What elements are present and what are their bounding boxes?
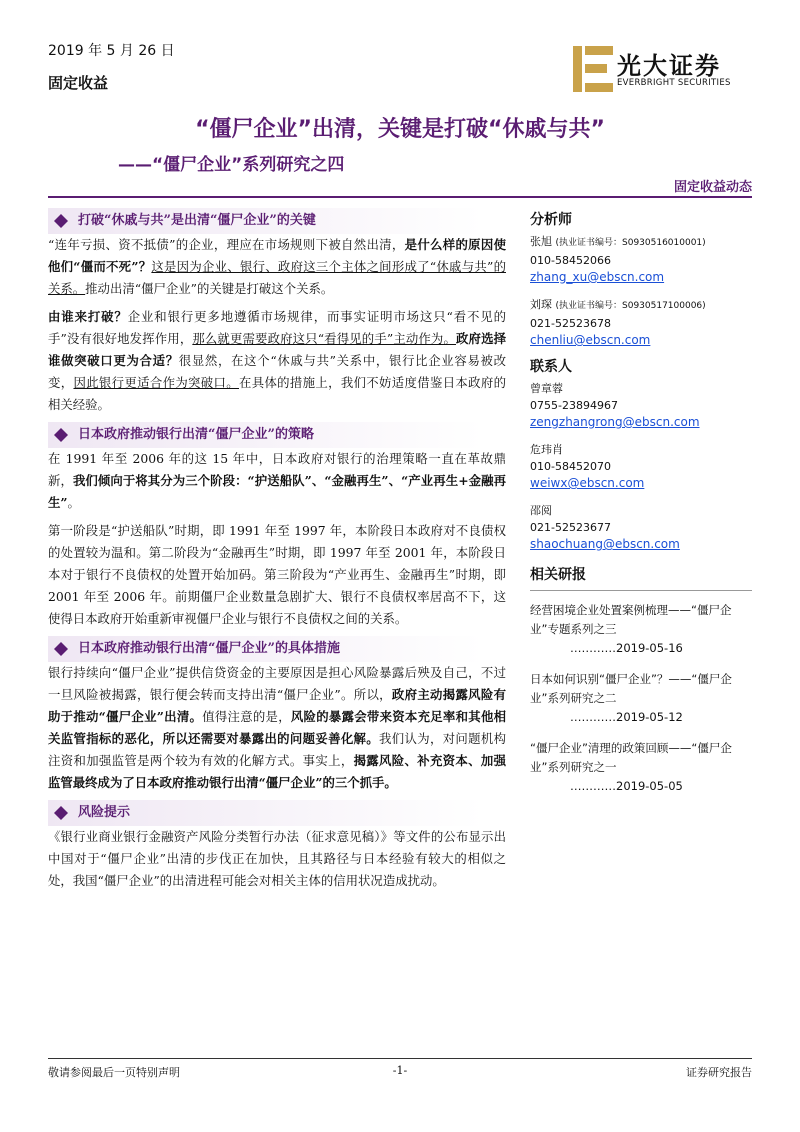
bold-text: 是什么样的原因使他们“僵而不死”？ xyxy=(48,237,507,274)
diamond-bullet-icon xyxy=(54,214,68,228)
bold-text: 风险的暴露会带来资本充足率和其他相关监管指标的恶化，所以还需要对暴露出的问题妥善化解。 xyxy=(48,709,507,746)
paragraph xyxy=(48,448,506,514)
text-run: 。 xyxy=(67,495,80,510)
logo-english-name: EVERBRIGHT SECURITIES xyxy=(617,78,731,88)
main-column xyxy=(48,206,506,898)
section-heading-text: 风险提示 xyxy=(78,805,131,820)
contacts-title: 联系人 xyxy=(530,359,572,375)
analyst-email-link[interactable]: chenliu@ebscn.com xyxy=(530,333,651,347)
contact-email-link[interactable]: shaochuang@ebscn.com xyxy=(530,537,680,551)
contact-card xyxy=(530,380,752,431)
research-item-title: 日本如何识别“僵尸企业”？——“僵尸企业”系列研究之二 xyxy=(530,672,732,705)
paragraph xyxy=(48,234,506,300)
bold-text: 政府选择谁做突破口更为合适？ xyxy=(48,331,506,368)
contact-phone: 021-52523677 xyxy=(530,521,611,534)
company-logo xyxy=(573,44,753,96)
bold-text: 揭露风险、补充资本、加强监管最终成为了日本政府推动银行出清“僵尸企业”的三个抓手。 xyxy=(48,753,507,790)
footer-report-label: 证券研究报告 xyxy=(686,1066,752,1079)
report-title: “僵尸企业”出清，关键是打破“休戚与共” xyxy=(195,117,605,142)
text-run: “连年亏损、资不抵债”的企业，理应在市场规则下被自然出清， xyxy=(48,237,405,252)
text-run: 在 1991 年至 2006 年的这 15 年中，日本政府对银行的治理策略一直在革故鼎新， xyxy=(48,451,506,488)
analysts-title: 分析师 xyxy=(530,212,572,228)
contact-email-link[interactable]: zengzhangrong@ebscn.com xyxy=(530,415,700,429)
section-heading xyxy=(48,422,506,448)
section-heading xyxy=(48,800,506,826)
research-item[interactable] xyxy=(530,601,752,658)
bold-text: 由谁来打破？ xyxy=(48,309,128,324)
section-heading-text: 打破“休戚与共”是出清“僵尸企业”的关键 xyxy=(78,213,316,228)
research-item[interactable] xyxy=(530,739,752,796)
text-run: 推动出清“僵尸企业”的关键是打破这个关系。 xyxy=(85,281,334,296)
research-item-date: …………2019-05-12 xyxy=(570,710,683,724)
paragraph: 《银行业商业银行金融资产风险分类暂行办法（征求意见稿）》等文件的公布显示出中国对于“僵尸企业”出清的步伐正在加快，且其路径与日本经验有较大的相似之处，我国“僵尸企业”的出清进程可能会对相关主体的信用状况造成扰动。 xyxy=(48,829,506,888)
text-run: 企业和银行更多地遵循市场规律，而事实证明市场这只“看不见的手”没有很好地发挥作用， xyxy=(48,309,507,346)
text-run: 值得注意的是， xyxy=(202,709,291,724)
contact-name: 危玮肖 xyxy=(530,443,563,456)
logo-chinese-name: 光大证券 xyxy=(617,51,721,80)
research-item-date: …………2019-05-05 xyxy=(570,779,683,793)
analyst-name: 张旭 xyxy=(530,235,552,248)
paragraph xyxy=(48,306,506,416)
paragraph: 第一阶段是“护送船队”时期，即 1991 年至 1997 年，本阶段日本政府对不良债权的处置较为温和。第二阶段为“金融再生”时期，即 1997 年至 2001 年，本阶段日本对于银行不良债权的处置开始加码。第三阶段为“产业再生、金融再生”时期，即 2001 年至 2006 年。前期僵尸企业数量急剧扩大、银行不良债权率居高不下，这使得日本政府开始重新审视僵尸企业与银行不良债权之间的关系。 xyxy=(48,523,506,626)
report-category: 固定收益 xyxy=(48,74,109,92)
analyst-phone: 010-58452066 xyxy=(530,254,611,267)
contact-name: 曾章蓉 xyxy=(530,382,563,395)
section-heading xyxy=(48,208,506,234)
contact-card xyxy=(530,441,752,492)
footer-rule xyxy=(48,1058,752,1059)
section-heading xyxy=(48,636,506,662)
underlined-text: 这是因为企业、银行、政府这三个主体之间形成了“休戚与共”的关系。 xyxy=(48,259,506,296)
bold-text: 我们倾向于将其分为三个阶段：“护送船队”、“金融再生”、“产业再生+金融再生” xyxy=(48,473,506,510)
logo-mark-icon xyxy=(573,46,613,92)
diamond-bullet-icon xyxy=(54,428,68,442)
analyst-card xyxy=(530,296,752,349)
footer-disclaimer: 敬请参阅最后一页特别声明 xyxy=(48,1066,180,1079)
text-run: 很显然，在这个“休戚与共”关系中，银行比企业容易被改变， xyxy=(48,353,507,390)
diamond-bullet-icon xyxy=(54,642,68,656)
paragraph xyxy=(48,662,506,794)
text-run: 我们认为，对问题机构注资和加强监管是两个较为有效的化解方式。事实上， xyxy=(48,731,507,768)
analyst-name: 刘琛 xyxy=(530,298,552,311)
report-type: 固定收益动态 xyxy=(673,180,752,195)
contact-email-link[interactable]: weiwx@ebscn.com xyxy=(530,476,645,490)
research-item-date: …………2019-05-16 xyxy=(570,641,683,655)
research-item-title: 经营困境企业处置案例梳理——“僵尸企业”专题系列之三 xyxy=(530,603,732,636)
header-rule xyxy=(48,196,752,198)
section-heading-text: 日本政府推动银行出清“僵尸企业”的具体措施 xyxy=(78,641,340,656)
analyst-cert: (执业证书编号：S0930516010001) xyxy=(555,238,706,248)
report-subtitle: ——“僵尸企业”系列研究之四 xyxy=(118,155,345,175)
analyst-card xyxy=(530,233,752,286)
diamond-bullet-icon xyxy=(54,806,68,820)
contact-name: 邵阅 xyxy=(530,504,552,517)
text-run: 银行持续向“僵尸企业”提供信贷资金的主要原因是担心风险暴露后殃及自己，不过一旦风险被揭露，银行便会转而支持出清“僵尸企业”。所以， xyxy=(48,665,506,702)
analyst-cert: (执业证书编号：S0930517100006) xyxy=(555,301,706,311)
sidebar xyxy=(530,206,752,808)
research-item[interactable] xyxy=(530,670,752,727)
contact-card xyxy=(530,502,752,553)
contact-phone: 010-58452070 xyxy=(530,460,611,473)
research-item-title: “僵尸企业”清理的政策回顾——“僵尸企业”系列研究之一 xyxy=(530,741,732,774)
analyst-phone: 021-52523678 xyxy=(530,317,611,330)
page-number: -1- xyxy=(392,1064,408,1077)
contact-phone: 0755-23894967 xyxy=(530,399,618,412)
research-title: 相关研报 xyxy=(530,567,752,591)
section-heading-text: 日本政府推动银行出清“僵尸企业”的策略 xyxy=(78,427,314,442)
related-research xyxy=(530,567,752,796)
underlined-text: 那么就更需要政府这只“看得见的手”主动作为。 xyxy=(192,331,456,346)
bold-text: 政府主动揭露风险有助于推动“僵尸企业”出清。 xyxy=(48,687,506,724)
text-run: 在具体的措施上，我们不妨适度借鉴日本政府的相关经验。 xyxy=(48,375,507,412)
analyst-email-link[interactable]: zhang_xu@ebscn.com xyxy=(530,270,665,284)
report-date: 2019 年 5 月 26 日 xyxy=(48,43,175,59)
underlined-text: 因此银行更适合作为突破口。 xyxy=(73,375,239,390)
